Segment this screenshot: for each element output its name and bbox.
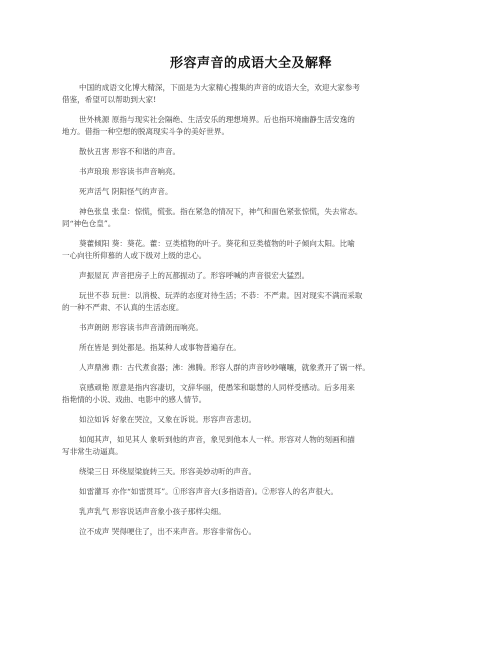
paragraph — [62, 526, 446, 538]
paragraph-line: 同“神色仓皇”。 — [62, 219, 116, 228]
paragraph — [62, 414, 446, 426]
paragraph-line: 人声鼎沸 鼎：古代煮食器；沸：沸腾。形容人群的声音吵吵嚷嚷，就象煮开了锅一样。 — [79, 363, 370, 372]
paragraph — [62, 206, 446, 230]
paragraph — [62, 82, 446, 106]
paragraph — [62, 362, 446, 374]
paragraph-line: 写非常生动逼真。 — [62, 447, 123, 456]
paragraph-line: 散伙丑害 形容不和谐的声音。 — [79, 147, 181, 156]
paragraph — [62, 114, 446, 138]
paragraph-line: 书声琅琅 形容读书声音响亮。 — [79, 167, 181, 176]
paragraph-line: 乳声乳气 形容说话声音象小孩子那样尖细。 — [79, 507, 226, 516]
paragraph — [62, 466, 446, 478]
paragraph — [62, 166, 446, 178]
paragraph — [62, 270, 446, 282]
paragraph-line: 绕梁三日 环绕屋梁旋转三天。形容美妙动听的声音。 — [79, 467, 257, 476]
paragraph — [62, 382, 446, 406]
document-title: 形容声音的成语大全及解释 — [169, 56, 332, 71]
paragraph-line: 死声活气 阴阳怪气的声音。 — [79, 187, 173, 196]
paragraph-line: 所在皆是 到处都是。指某种人或事物普遍存在。 — [79, 343, 241, 352]
paragraph-line: 如雷灌耳 亦作“如雷贯耳”。①形容声音大(多指语音)。②形容人的名声很大。 — [79, 487, 339, 496]
paragraph — [62, 238, 446, 262]
paragraph — [62, 342, 446, 354]
paragraph-line: 书声朗朗 形容读书声音清朗而响亮。 — [79, 323, 203, 332]
paragraph-line: 的一种不严肃、不认真的生活态度。 — [62, 303, 184, 312]
paragraph — [62, 486, 446, 498]
paragraph-line: 借鉴，希望可以帮助到大家! — [62, 95, 157, 104]
paragraph-line: 葵藿倾阳 葵：葵花。藿：豆类植物的叶子。葵花和豆类植物的叶子倾向太阳。比喻 — [79, 239, 355, 248]
paragraph-line: 声振屋瓦 声音把房子上的瓦都振动了。形容呼喊的声音很宏大猛烈。 — [79, 271, 310, 280]
paragraph-line: 地方。借指一种空想的脱离现实斗争的美好世界。 — [62, 127, 230, 136]
document-body — [62, 82, 446, 546]
paragraph — [62, 322, 446, 334]
paragraph-line: 神色张皇 张皇：惊慌，慌张。指在紧急的情况下，神气和面色紧张惊慌，失去常态。 — [79, 207, 363, 216]
paragraph-line: 如泣如诉 好象在哭泣，又象在诉说。形容声音悲切。 — [79, 415, 257, 424]
paragraph-line: 哀感顽艳 原意是指内容凄切，文辞华丽，使愚笨和聪慧的人同样受感动。后多用来 — [79, 383, 355, 392]
paragraph — [62, 290, 446, 314]
paragraph-line: 如闻其声，如见其人 象听到他的声音，象见到他本人一样。形容对人物的刻画和描 — [79, 435, 355, 444]
paragraph-line: 玩世不恭 玩世：以消极、玩弄的态度对待生活；不恭：不严肃。因对现实不满而采取 — [79, 291, 363, 300]
paragraph-line: 一心向往所仰慕的人或下级对上级的忠心。 — [62, 251, 207, 260]
paragraph — [62, 506, 446, 518]
paragraph — [62, 146, 446, 158]
paragraph-line: 指艳情的小说、戏曲、电影中的感人情节。 — [62, 395, 207, 404]
paragraph — [62, 434, 446, 458]
paragraph — [62, 186, 446, 198]
paragraph-line: 泣不成声 哭得哽住了，出不来声音。形容非常伤心。 — [79, 527, 257, 536]
paragraph-line: 中国的成语文化博大精深，下面是为大家精心搜集的声音的成语大全，欢迎大家参考 — [79, 83, 360, 92]
paragraph-line: 世外桃源 原指与现实社会隔绝、生活安乐的理想境界。后也指环境幽静生活安逸的 — [79, 115, 355, 124]
